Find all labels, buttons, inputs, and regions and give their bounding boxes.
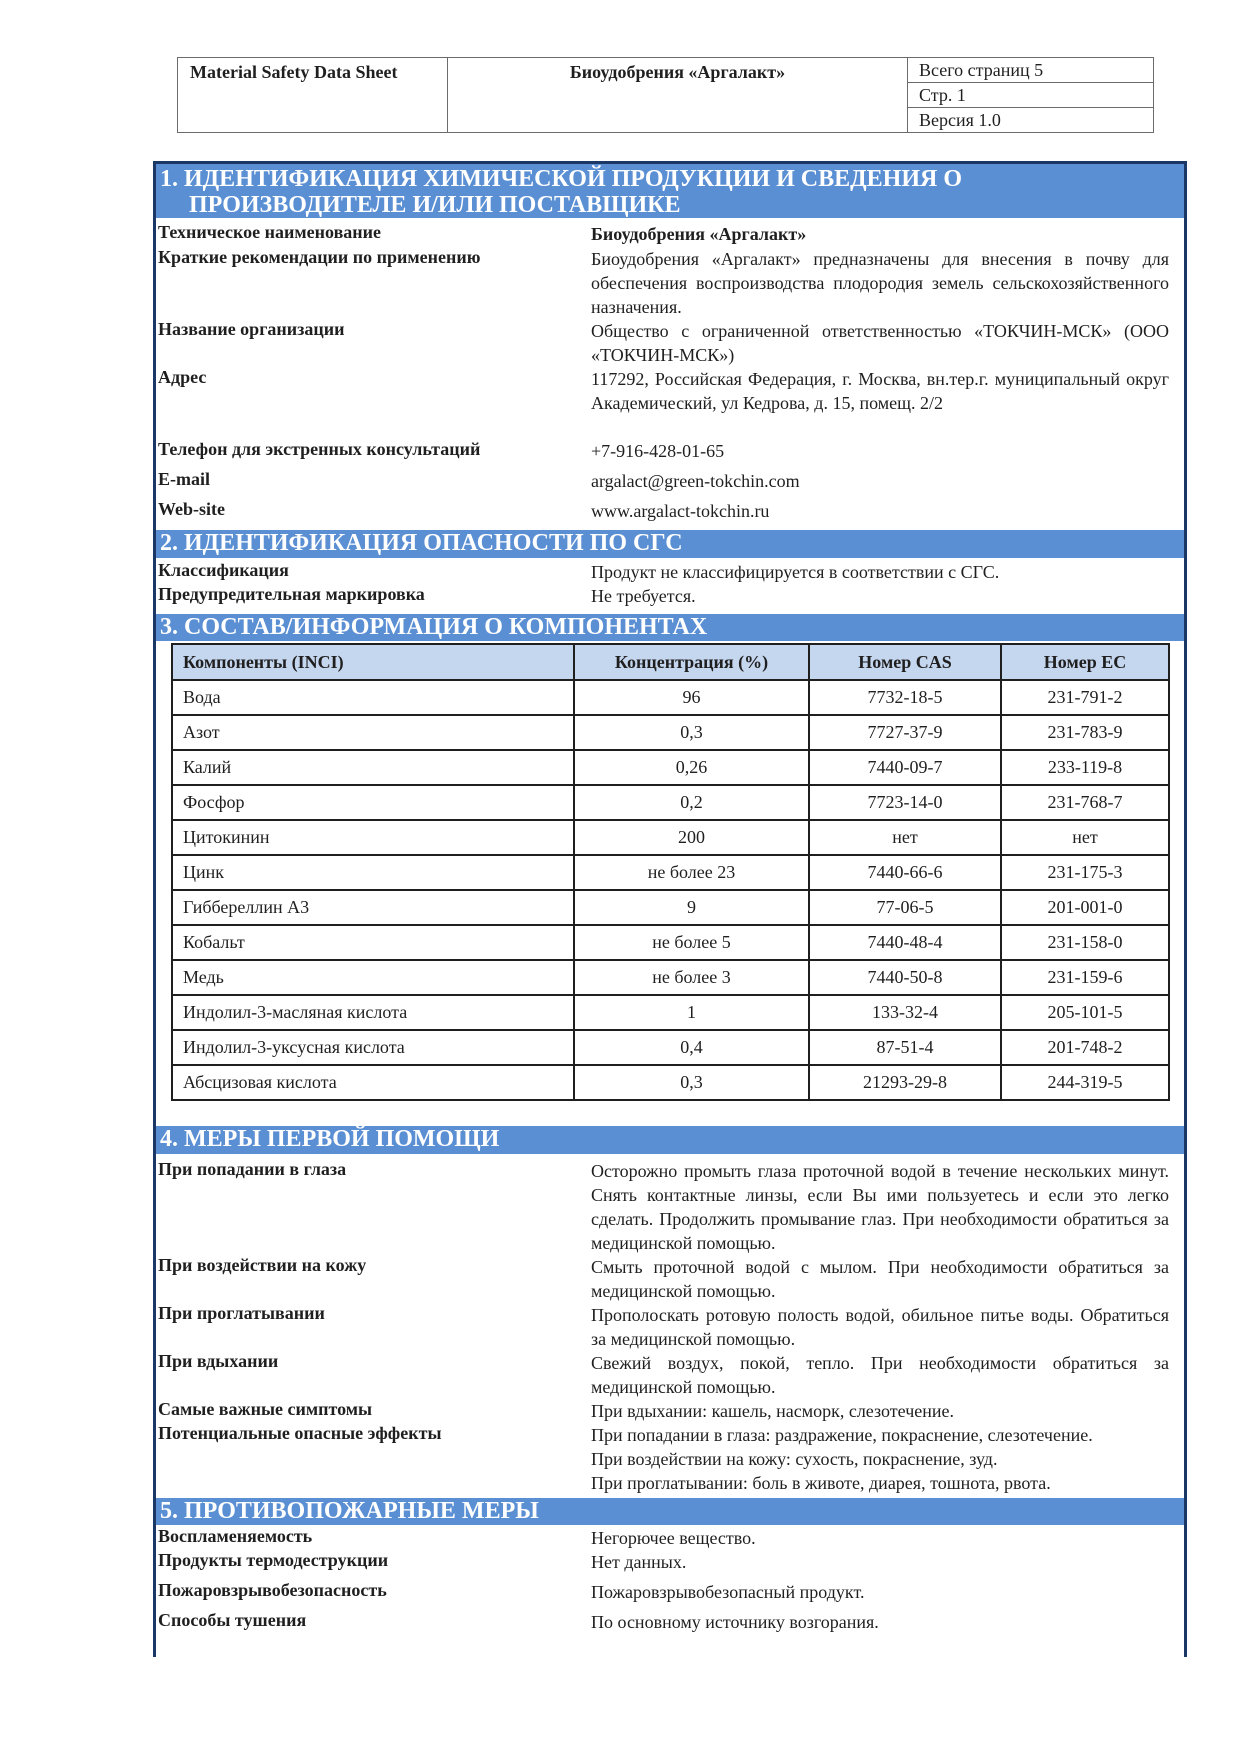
section1-heading bbox=[156, 164, 1184, 218]
table-row: Индолил-3-уксусная кислота 0,4 87-51-4 201-748-2 bbox=[172, 1030, 1169, 1065]
table-row: Кобальт не более 5 7440-48-4 231-158-0 bbox=[172, 925, 1169, 960]
table-row: Фосфор 0,2 7723-14-0 231-768-7 bbox=[172, 785, 1169, 820]
page-info bbox=[908, 58, 1153, 132]
table-row: Цинк не более 23 7440-66-6 231-175-3 bbox=[172, 855, 1169, 890]
section1-title-line2: ПРОИЗВОДИТЕЛЕ И/ИЛИ ПОСТАВЩИКЕ bbox=[189, 192, 681, 218]
section3-heading: 3. СОСТАВ/ИНФОРМАЦИЯ О КОМПОНЕНТАХ bbox=[156, 614, 1184, 641]
table-row: Индолил-3-масляная кислота 1 133-32-4 205-101-5 bbox=[172, 995, 1169, 1030]
col-cas: Номер CAS bbox=[809, 644, 1001, 680]
col-ec: Номер ЕС bbox=[1001, 644, 1169, 680]
section1-title-line1: 1. ИДЕНТИФИКАЦИЯ ХИМИЧЕСКОЙ ПРОДУКЦИИ И СВЕДЕНИЯ О bbox=[160, 166, 962, 192]
table-row: Цитокинин 200 нет нет bbox=[172, 820, 1169, 855]
sheet-frame: 1. ИДЕНТИФИКАЦИЯ ХИМИЧЕСКОЙ ПРОДУКЦИИ И СВЕДЕНИЯ О ПРОИЗВОДИТЕЛЕ И/ИЛИ ПОСТАВЩИКЕ Техническое наименование Биоудобрения «Аргалакт» Краткие рекомендации по применению Биоудобрения «Аргалакт» предназначены для внесения в почву для обеспечения воспроизводства плодородия земель сельскохозяйственного назначения. Название организации Общество с ограниченной ответственностью «ТОКЧИН-МСК» (ООО «ТОКЧИН-МСК») Адрес 117292, Российская Федерация, г. Москва, вн.тер.г. муниципальный округ Академический, ул Кедрова, д. 15, помещ. 2/2 Телефон для экстренных консультаций +7-916-428-01-65 E-mail argalact@green-tokchin.com Web-site www.argalact-tokchin.ru 2. ИДЕНТИФИКАЦИЯ ОПАСНОСТИ ПО СГС Классификация Продукт не классифицируется в соответствии с СГС. Предупредительная маркировка Не требуется. 3. СОСТАВ/ИНФОРМАЦИЯ О КОМПОНЕНТАХ Компоненты (INCI) Концентрация (%) Номер CAS Номер ЕС Вода 96 7732-18-5 231-791-2 Азот 0,3 7727-37-9 231-783-9 Калий 0,26 7440-09-7 233-119-8 Фосфор 0,2 7723-14-0 231-768-7 Цитокинин 200 нет нет Цинк не более 23 7440-66-6 231-175-3 Гиббереллин А3 9 77-06-5 201-001-0 Кобальт не более 5 7440-48-4 231-158-0 Медь не более 3 7440-50-8 231-159-6 Индолил-3-масляная кислота 1 133-32-4 205-101-5 Индолил-3-уксусная кислота 0,4 87-51-4 201-748-2 Абсцизовая кислота 0,3 21293-29-8 244-319-5 4. МЕРЫ ПЕРВОЙ ПОМОЩИ При попадании в глаза Осторожно промыть глаза проточной водой в течение нескольких минут. Снять контактные линзы, если Вы ими пользуетесь и если это легко сделать. Продолжить промывание глаз. При необходимости обратиться за медицинской помощью. При воздействии на кожу Смыть проточной водой с мылом. При необходимости обратиться за медицинской помощью. При проглатывании Прополоскать ротовую полость водой, обильное питье воды. Обратиться за медицинской помощью. При вдыхании Свежий воздух, покой, тепло. При необходимости обратиться за медицинской помощью. Самые важные симптомы При вдыхании: кашель, насморк, слезотечение. Потенциальные опасные эффекты При попадании в глаза: раздражение, покраснение, слезотечение. При воздействии на кожу: сухость, покраснение, зуд. При проглатывании: боль в животе, диарея, тошнота, рвота. 5. ПРОТИВОПОЖАРНЫЕ МЕРЫ Воспламеняемость Негорючее вещество. Продукты термодеструкции Нет данных. Пожаровзрывобезопасность Пожаровзрывобезопасный продукт. Способы тушения По основному источнику возгорания. bbox=[153, 161, 1187, 1657]
table-header-row bbox=[172, 644, 1169, 680]
pages-total: Всего страниц 5 bbox=[908, 58, 1153, 83]
table-row: Вода 96 7732-18-5 231-791-2 bbox=[172, 680, 1169, 715]
document-header bbox=[177, 57, 1154, 133]
product-name: Биоудобрения «Аргалакт» bbox=[448, 58, 908, 132]
section2-heading: 2. ИДЕНТИФИКАЦИЯ ОПАСНОСТИ ПО СГС bbox=[156, 530, 1184, 558]
table-row: Абсцизовая кислота 0,3 21293-29-8 244-319-5 bbox=[172, 1065, 1169, 1100]
table-row: Калий 0,26 7440-09-7 233-119-8 bbox=[172, 750, 1169, 785]
col-concentration: Концентрация (%) bbox=[574, 644, 809, 680]
doc-type: Material Safety Data Sheet bbox=[178, 58, 448, 132]
col-components: Компоненты (INCI) bbox=[172, 644, 574, 680]
table-row: Гиббереллин А3 9 77-06-5 201-001-0 bbox=[172, 890, 1169, 925]
table-row: Медь не более 3 7440-50-8 231-159-6 bbox=[172, 960, 1169, 995]
components-table bbox=[171, 643, 1170, 1101]
table-row: Азот 0,3 7727-37-9 231-783-9 bbox=[172, 715, 1169, 750]
section4-heading: 4. МЕРЫ ПЕРВОЙ ПОМОЩИ bbox=[156, 1126, 1184, 1154]
section5-heading: 5. ПРОТИВОПОЖАРНЫЕ МЕРЫ bbox=[156, 1498, 1184, 1525]
version: Версия 1.0 bbox=[919, 110, 1001, 130]
page-number: Стр. 1 bbox=[908, 83, 1153, 108]
